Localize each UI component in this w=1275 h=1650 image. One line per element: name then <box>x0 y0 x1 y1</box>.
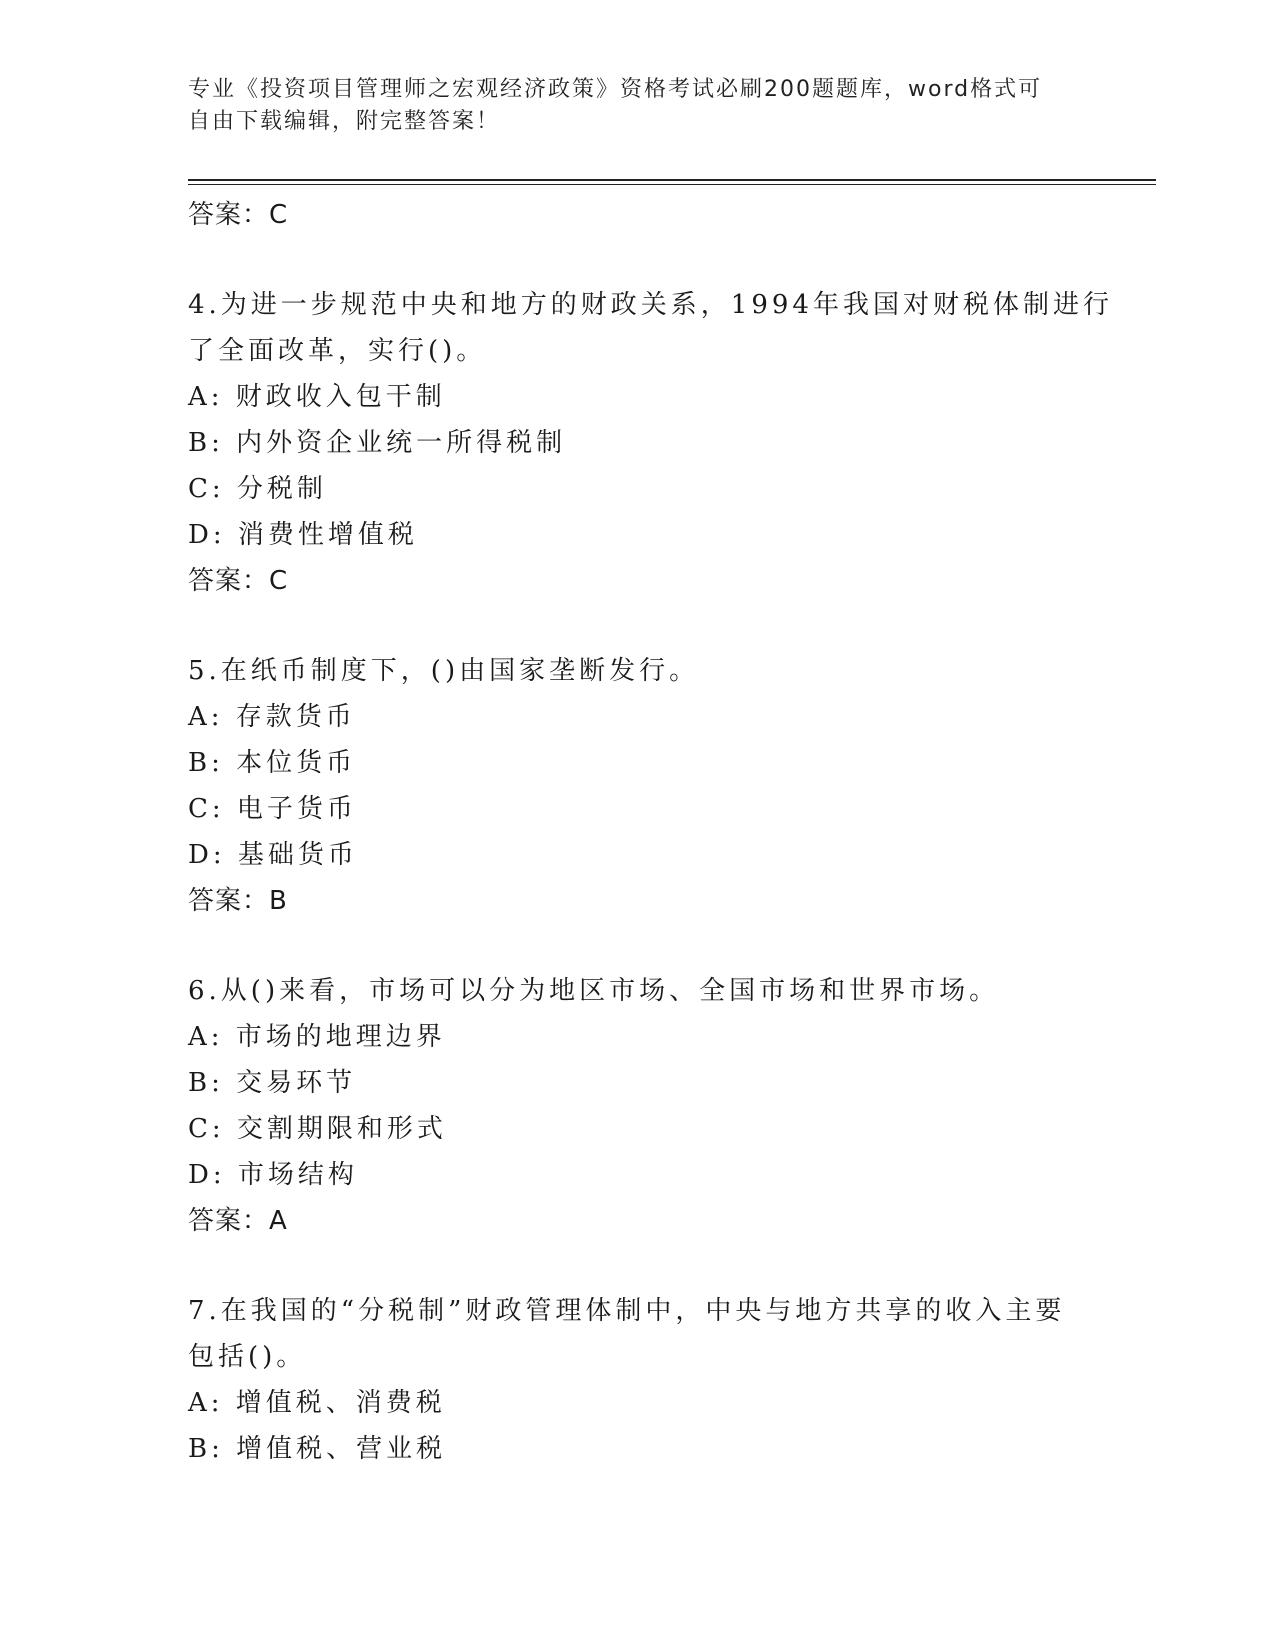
option-b: B: 内外资企业统一所得税制 <box>188 428 567 458</box>
spacer <box>188 604 1088 648</box>
header-rule-thin <box>188 184 1156 185</box>
page-header <box>188 74 1068 138</box>
question-stem: 了全面改革，实行()。 <box>188 336 487 366</box>
question-stem: 5.在纸币制度下，()由国家垄断发行。 <box>188 656 700 686</box>
option-d: D: 基础货币 <box>188 840 358 870</box>
spacer <box>188 924 1088 968</box>
question-stem: 包括()。 <box>188 1342 307 1372</box>
option-a: A: 存款货币 <box>188 702 356 732</box>
question-block <box>188 968 1088 1244</box>
answer: 答案：A <box>188 1206 288 1236</box>
answer-prev-question: 答案：C <box>188 200 289 230</box>
header-line-2: 自由下载编辑，附完整答案！ <box>188 109 501 134</box>
option-b: B: 交易环节 <box>188 1068 357 1098</box>
option-b: B: 本位货币 <box>188 748 357 778</box>
question-stem: 4.为进一步规范中央和地方的财政关系，1994年我国对财税体制进行 <box>188 290 1113 320</box>
answer: 答案：B <box>188 886 288 916</box>
option-c: C: 电子货币 <box>188 794 357 824</box>
question-stem: 7.在我国的“分税制”财政管理体制中，中央与地方共享的收入主要 <box>188 1296 1066 1326</box>
option-c: C: 交割期限和形式 <box>188 1114 447 1144</box>
question-block <box>188 282 1113 604</box>
option-a: A: 市场的地理边界 <box>188 1022 446 1052</box>
option-d: D: 消费性增值税 <box>188 520 418 550</box>
spacer <box>188 238 1088 282</box>
answer: 答案：C <box>188 566 289 596</box>
option-a: A: 财政收入包干制 <box>188 382 446 412</box>
header-line-1: 专业《投资项目管理师之宏观经济政策》资格考试必刷200题题库，word格式可 <box>188 77 1043 102</box>
option-a: A: 增值税、消费税 <box>188 1388 446 1418</box>
header-rule-thick <box>188 179 1156 181</box>
question-stem: 6.从()来看，市场可以分为地区市场、全国市场和世界市场。 <box>188 976 1000 1006</box>
option-b: B: 增值税、营业税 <box>188 1434 447 1464</box>
option-d: D: 市场结构 <box>188 1160 358 1190</box>
option-c: C: 分税制 <box>188 474 327 504</box>
question-block <box>188 648 1088 924</box>
spacer <box>188 1244 1088 1288</box>
question-block <box>188 1288 1088 1472</box>
question-list <box>188 188 1113 1472</box>
